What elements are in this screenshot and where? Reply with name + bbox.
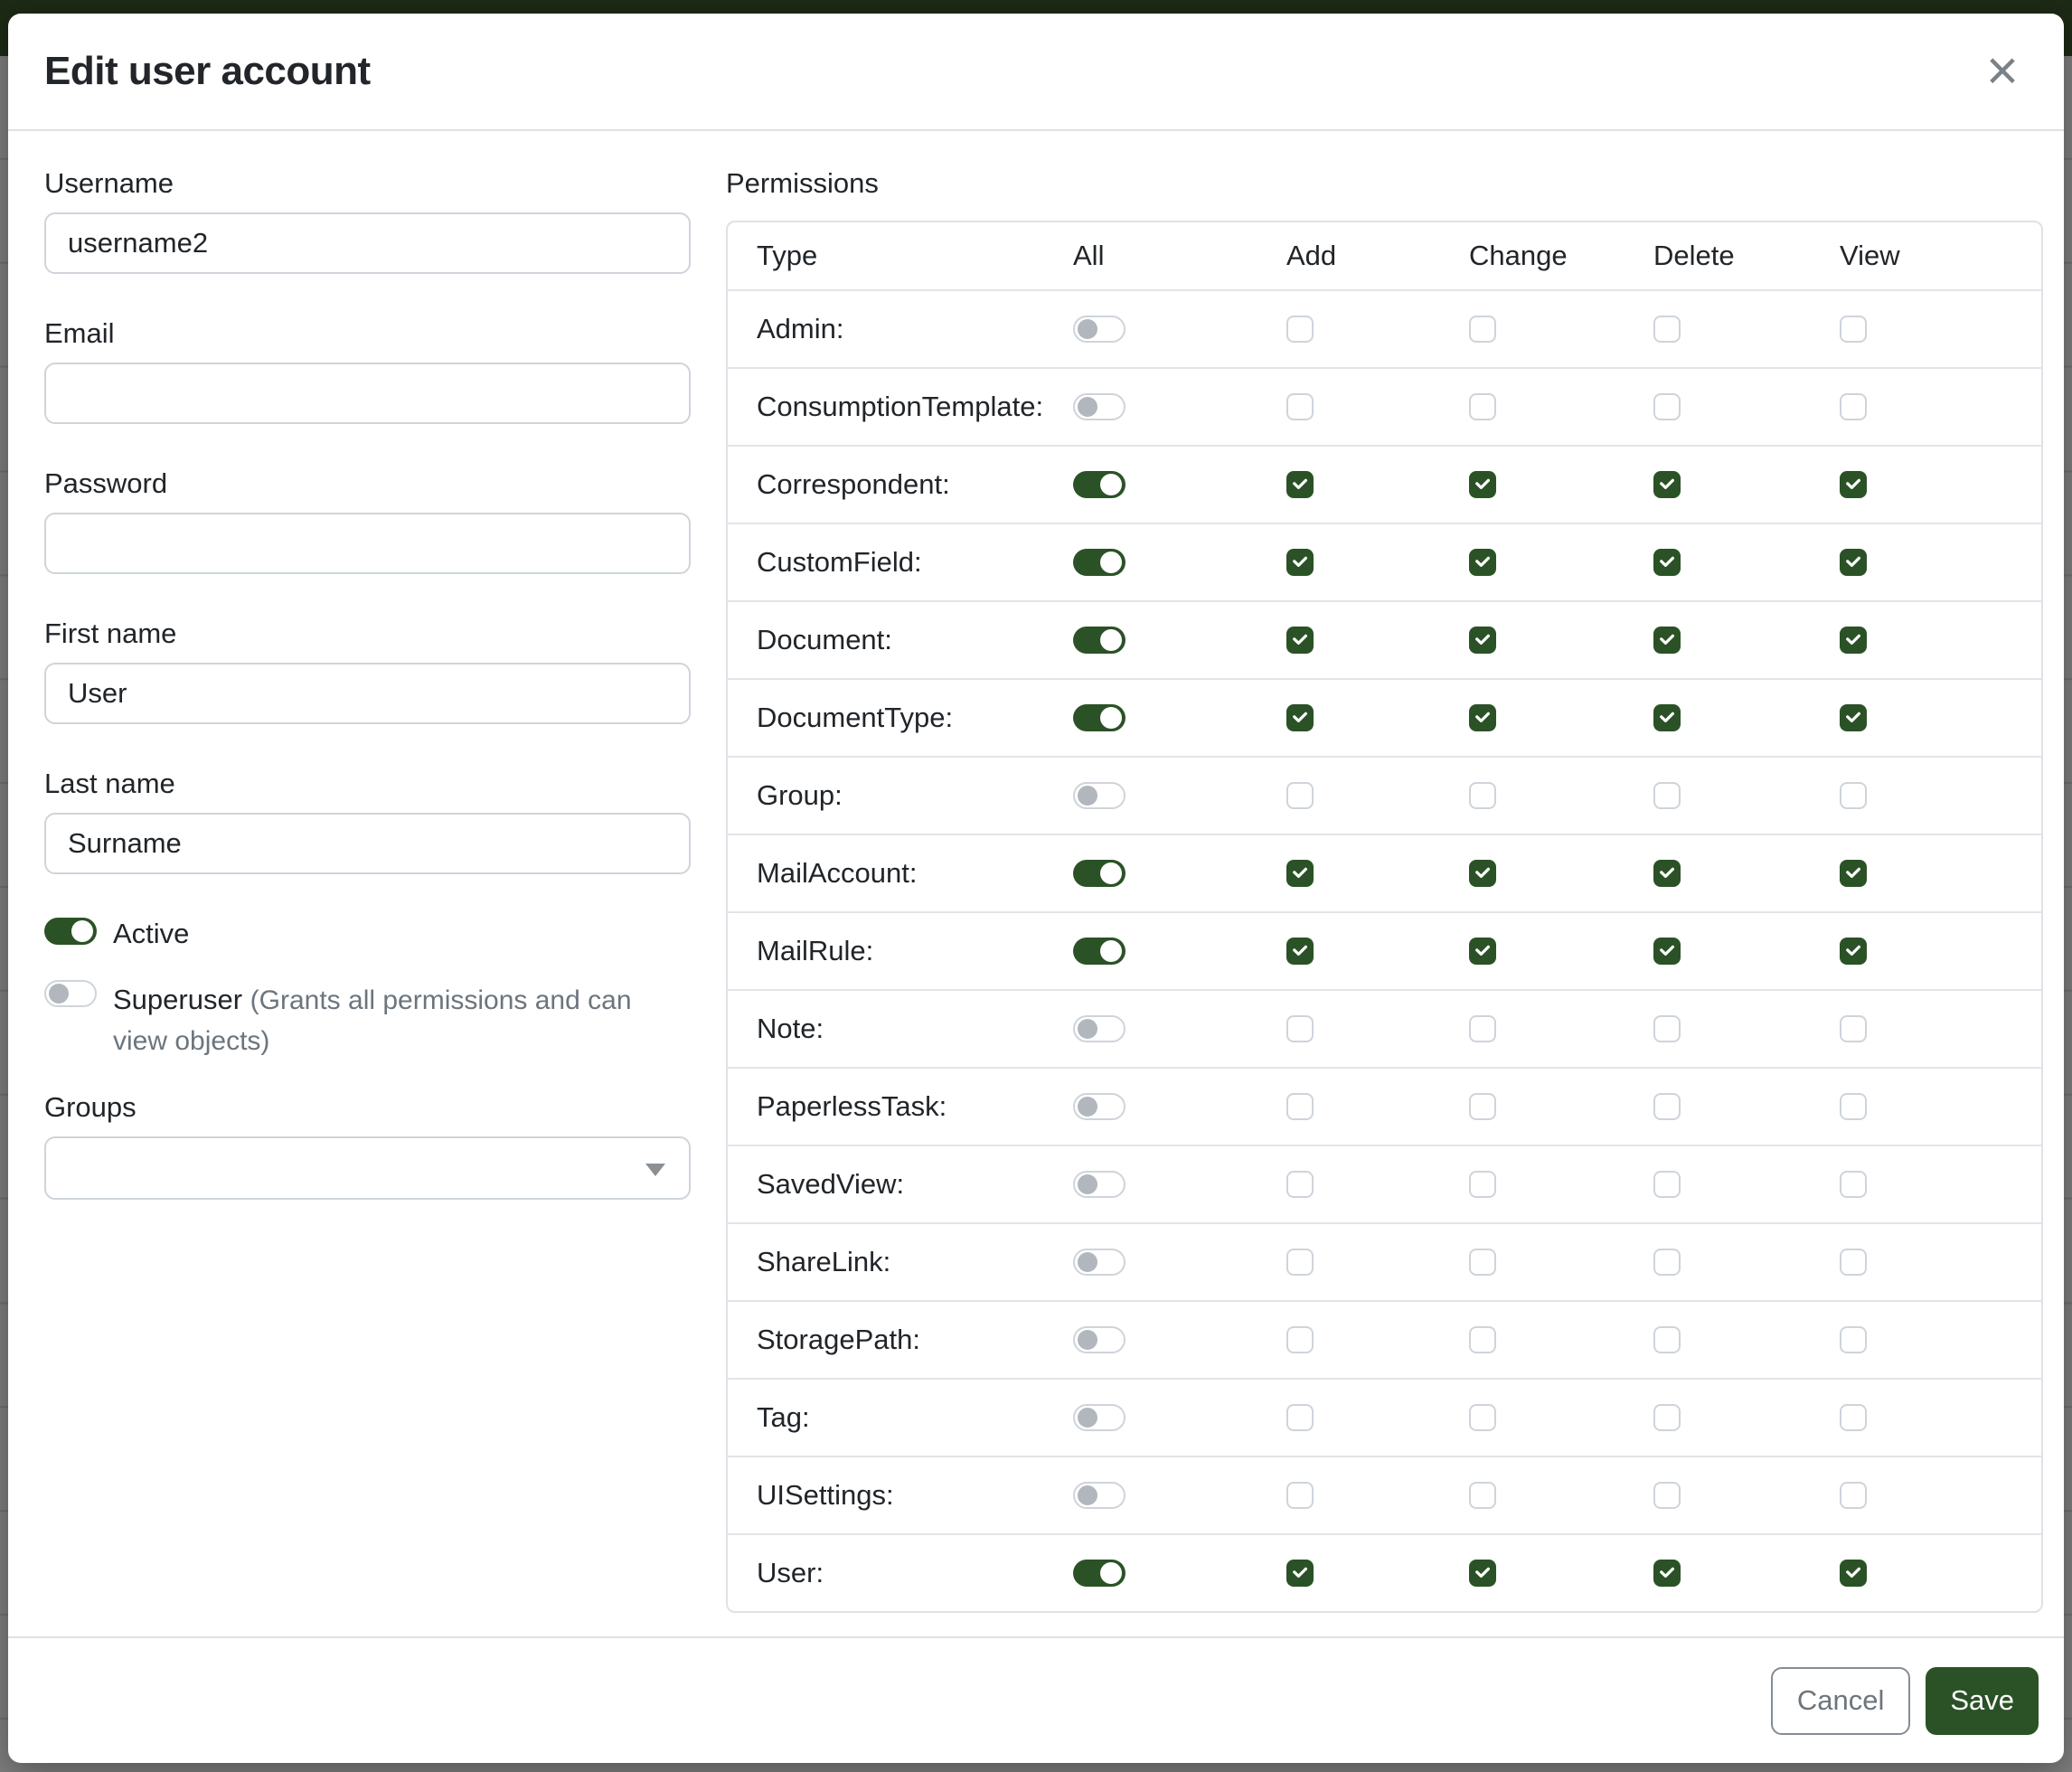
- permissions-label: Permissions: [726, 167, 879, 199]
- perm-change-cell: [1442, 316, 1626, 343]
- perm-column-header: Delete: [1653, 240, 1735, 271]
- password-label: Password: [44, 467, 168, 499]
- check-icon: [1658, 864, 1676, 882]
- perm-add-cell: [1259, 316, 1442, 343]
- perm-change-checkbox[interactable]: [1469, 1326, 1496, 1353]
- perm-change-checkbox[interactable]: [1469, 704, 1496, 731]
- perm-all-cell: [1046, 549, 1259, 576]
- perm-change-checkbox[interactable]: [1469, 782, 1496, 809]
- perm-type-label: MailRule:: [757, 935, 874, 966]
- perm-change-cell: [1442, 1249, 1626, 1276]
- check-icon: [1291, 476, 1309, 494]
- perm-delete-checkbox[interactable]: [1653, 1015, 1681, 1042]
- perm-delete-checkbox[interactable]: [1653, 1093, 1681, 1120]
- permission-row: [728, 445, 2041, 523]
- perm-change-cell: [1442, 782, 1626, 809]
- perm-view-checkbox[interactable]: [1840, 1404, 1867, 1431]
- superuser-hint: (Grants all permissions and can view objects): [113, 985, 632, 1056]
- perm-change-cell: [1442, 938, 1626, 965]
- perm-type-label: CustomField:: [757, 546, 922, 578]
- perm-view-cell: [1813, 1171, 2041, 1198]
- permission-row: [728, 1533, 2041, 1611]
- password-field-group: [44, 467, 691, 574]
- perm-change-checkbox[interactable]: [1469, 1171, 1496, 1198]
- check-icon: [1474, 1564, 1492, 1582]
- perm-type-label: UISettings:: [757, 1479, 894, 1511]
- permission-row: [728, 600, 2041, 678]
- superuser-label: Superuser: [113, 984, 243, 1015]
- perm-view-checkbox[interactable]: [1840, 1015, 1867, 1042]
- perm-view-checkbox[interactable]: [1840, 471, 1867, 498]
- perm-change-cell: [1442, 393, 1626, 420]
- check-icon: [1844, 476, 1862, 494]
- perm-add-checkbox[interactable]: [1286, 627, 1314, 654]
- perm-view-cell: [1813, 1404, 2041, 1431]
- perm-delete-checkbox[interactable]: [1653, 938, 1681, 965]
- perm-add-cell: [1259, 1015, 1442, 1042]
- perm-view-checkbox[interactable]: [1840, 1482, 1867, 1509]
- perm-add-checkbox[interactable]: [1286, 393, 1314, 420]
- perm-change-checkbox[interactable]: [1469, 1404, 1496, 1431]
- perm-view-checkbox[interactable]: [1840, 1560, 1867, 1587]
- perm-delete-checkbox[interactable]: [1653, 704, 1681, 731]
- permission-row: [728, 1456, 2041, 1533]
- perm-add-checkbox[interactable]: [1286, 704, 1314, 731]
- check-icon: [1291, 709, 1309, 727]
- save-button[interactable]: Save: [1926, 1667, 2039, 1735]
- perm-change-cell: [1442, 1482, 1626, 1509]
- permission-row: [728, 911, 2041, 989]
- last-name-label: Last name: [44, 768, 175, 799]
- username-label: Username: [44, 167, 174, 199]
- perm-view-cell: [1813, 1560, 2041, 1587]
- check-icon: [1291, 942, 1309, 960]
- perm-view-cell: [1813, 1326, 2041, 1353]
- perm-change-checkbox[interactable]: [1469, 316, 1496, 343]
- modal-header: [8, 14, 2064, 131]
- perm-all-cell: [1046, 1326, 1259, 1353]
- perm-all-toggle[interactable]: [1073, 393, 1125, 420]
- perm-add-cell: [1259, 1326, 1442, 1353]
- perm-add-cell: [1259, 627, 1442, 654]
- perm-column-header: Add: [1286, 240, 1337, 271]
- perm-type-label: User:: [757, 1557, 824, 1588]
- perm-delete-checkbox[interactable]: [1653, 549, 1681, 576]
- check-icon: [1474, 942, 1492, 960]
- email-field-group: [44, 317, 691, 424]
- perm-delete-cell: [1626, 471, 1813, 498]
- perm-view-checkbox[interactable]: [1840, 627, 1867, 654]
- perm-type-label: PaperlessTask:: [757, 1090, 947, 1122]
- perm-change-checkbox[interactable]: [1469, 1249, 1496, 1276]
- permission-row: [728, 989, 2041, 1067]
- perm-add-cell: [1259, 1482, 1442, 1509]
- perm-delete-cell: [1626, 1249, 1813, 1276]
- edit-user-modal: [8, 14, 2064, 1763]
- perm-view-cell: [1813, 1249, 2041, 1276]
- check-icon: [1474, 476, 1492, 494]
- perm-add-cell: [1259, 471, 1442, 498]
- email-label: Email: [44, 317, 115, 349]
- first-name-field-group: [44, 617, 691, 724]
- perm-type-label: ShareLink:: [757, 1246, 891, 1277]
- perm-view-cell: [1813, 393, 2041, 420]
- check-icon: [1658, 476, 1676, 494]
- perm-change-cell: [1442, 1171, 1626, 1198]
- perm-add-checkbox[interactable]: [1286, 938, 1314, 965]
- perm-change-checkbox[interactable]: [1469, 549, 1496, 576]
- perm-add-cell: [1259, 1404, 1442, 1431]
- perm-delete-cell: [1626, 1326, 1813, 1353]
- permission-row: [728, 834, 2041, 911]
- perm-all-cell: [1046, 627, 1259, 654]
- perm-all-cell: [1046, 1015, 1259, 1042]
- perm-all-cell: [1046, 1482, 1259, 1509]
- perm-all-toggle[interactable]: [1073, 627, 1125, 654]
- perm-view-checkbox[interactable]: [1840, 938, 1867, 965]
- perm-all-toggle[interactable]: [1073, 1249, 1125, 1276]
- permission-row: [728, 1222, 2041, 1300]
- perm-delete-checkbox[interactable]: [1653, 393, 1681, 420]
- perm-delete-checkbox[interactable]: [1653, 316, 1681, 343]
- perm-view-cell: [1813, 1015, 2041, 1042]
- perm-view-checkbox[interactable]: [1840, 393, 1867, 420]
- perm-delete-cell: [1626, 704, 1813, 731]
- perm-add-checkbox[interactable]: [1286, 782, 1314, 809]
- perm-add-cell: [1259, 1093, 1442, 1120]
- perm-all-cell: [1046, 704, 1259, 731]
- perm-delete-checkbox[interactable]: [1653, 627, 1681, 654]
- perm-view-checkbox[interactable]: [1840, 782, 1867, 809]
- permission-row: [728, 1300, 2041, 1378]
- superuser-toggle[interactable]: [44, 980, 97, 1007]
- perm-column-header: All: [1073, 240, 1105, 271]
- perm-add-checkbox[interactable]: [1286, 1404, 1314, 1431]
- perm-add-checkbox[interactable]: [1286, 316, 1314, 343]
- perm-all-toggle[interactable]: [1073, 1093, 1125, 1120]
- perm-add-cell: [1259, 1171, 1442, 1198]
- perm-all-cell: [1046, 1171, 1259, 1198]
- perm-view-checkbox[interactable]: [1840, 316, 1867, 343]
- perm-change-cell: [1442, 1326, 1626, 1353]
- perm-view-cell: [1813, 316, 2041, 343]
- perm-all-cell: [1046, 782, 1259, 809]
- perm-add-checkbox[interactable]: [1286, 1482, 1314, 1509]
- perm-add-checkbox[interactable]: [1286, 1015, 1314, 1042]
- perm-all-toggle[interactable]: [1073, 549, 1125, 576]
- perm-view-checkbox[interactable]: [1840, 704, 1867, 731]
- perm-view-checkbox[interactable]: [1840, 860, 1867, 887]
- perm-add-cell: [1259, 549, 1442, 576]
- perm-type-label: MailAccount:: [757, 857, 918, 889]
- check-icon: [1844, 553, 1862, 571]
- perm-all-toggle[interactable]: [1073, 1482, 1125, 1509]
- permission-row: [728, 1067, 2041, 1145]
- perm-add-cell: [1259, 1249, 1442, 1276]
- check-icon: [1474, 631, 1492, 649]
- active-label: Active: [113, 918, 190, 949]
- perm-view-cell: [1813, 1093, 2041, 1120]
- perm-all-toggle[interactable]: [1073, 471, 1125, 498]
- perm-all-cell: [1046, 860, 1259, 887]
- superuser-toggle-row: [44, 980, 691, 1061]
- perm-change-checkbox[interactable]: [1469, 471, 1496, 498]
- perm-all-cell: [1046, 316, 1259, 343]
- active-toggle[interactable]: [44, 918, 97, 945]
- perm-delete-checkbox[interactable]: [1653, 1171, 1681, 1198]
- email-input[interactable]: [44, 363, 691, 424]
- last-name-input[interactable]: [44, 813, 691, 874]
- permission-row: [728, 289, 2041, 367]
- groups-field-group: [44, 1091, 691, 1200]
- cancel-button[interactable]: Cancel: [1771, 1667, 1911, 1735]
- perm-view-checkbox[interactable]: [1840, 1171, 1867, 1198]
- check-icon: [1291, 864, 1309, 882]
- perm-change-cell: [1442, 1093, 1626, 1120]
- perm-delete-cell: [1626, 938, 1813, 965]
- perm-all-toggle[interactable]: [1073, 1560, 1125, 1587]
- password-input[interactable]: [44, 513, 691, 574]
- perm-change-checkbox[interactable]: [1469, 860, 1496, 887]
- perm-change-checkbox[interactable]: [1469, 1482, 1496, 1509]
- perm-view-cell: [1813, 860, 2041, 887]
- perm-delete-checkbox[interactable]: [1653, 1249, 1681, 1276]
- perm-delete-cell: [1626, 1482, 1813, 1509]
- check-icon: [1291, 553, 1309, 571]
- check-icon: [1844, 1564, 1862, 1582]
- user-form: [44, 167, 691, 1636]
- perm-change-cell: [1442, 860, 1626, 887]
- permission-row: [728, 756, 2041, 834]
- perm-all-toggle[interactable]: [1073, 704, 1125, 731]
- permission-row: [728, 523, 2041, 600]
- permission-row: [728, 1378, 2041, 1456]
- perm-all-toggle[interactable]: [1073, 1404, 1125, 1431]
- perm-delete-cell: [1626, 1093, 1813, 1120]
- check-icon: [1844, 631, 1862, 649]
- perm-change-checkbox[interactable]: [1469, 938, 1496, 965]
- chevron-down-icon: [645, 1164, 665, 1176]
- perm-type-label: Group:: [757, 779, 843, 811]
- perm-view-cell: [1813, 704, 2041, 731]
- perm-change-checkbox[interactable]: [1469, 393, 1496, 420]
- close-icon: ×: [1985, 40, 2020, 102]
- perm-view-cell: [1813, 782, 2041, 809]
- perm-delete-cell: [1626, 860, 1813, 887]
- perm-column-header: Change: [1469, 240, 1568, 271]
- perm-add-checkbox[interactable]: [1286, 549, 1314, 576]
- perm-all-cell: [1046, 471, 1259, 498]
- perm-add-cell: [1259, 704, 1442, 731]
- check-icon: [1844, 864, 1862, 882]
- perm-all-cell: [1046, 1249, 1259, 1276]
- modal-footer: [8, 1636, 2064, 1763]
- check-icon: [1474, 553, 1492, 571]
- perm-add-cell: [1259, 1560, 1442, 1587]
- perm-delete-checkbox[interactable]: [1653, 860, 1681, 887]
- permission-row: [728, 678, 2041, 756]
- check-icon: [1844, 942, 1862, 960]
- check-icon: [1474, 709, 1492, 727]
- perm-view-checkbox[interactable]: [1840, 1093, 1867, 1120]
- perm-type-label: ConsumptionTemplate:: [757, 391, 1044, 422]
- perm-view-cell: [1813, 471, 2041, 498]
- perm-view-checkbox[interactable]: [1840, 1326, 1867, 1353]
- perm-change-cell: [1442, 1560, 1626, 1587]
- check-icon: [1291, 631, 1309, 649]
- perm-delete-checkbox[interactable]: [1653, 1326, 1681, 1353]
- perm-all-cell: [1046, 938, 1259, 965]
- permission-row: [728, 1145, 2041, 1222]
- perm-add-cell: [1259, 860, 1442, 887]
- perm-all-cell: [1046, 393, 1259, 420]
- perm-all-toggle[interactable]: [1073, 1171, 1125, 1198]
- perm-change-cell: [1442, 549, 1626, 576]
- perm-change-cell: [1442, 704, 1626, 731]
- perm-change-checkbox[interactable]: [1469, 627, 1496, 654]
- perm-all-toggle[interactable]: [1073, 1326, 1125, 1353]
- perm-view-cell: [1813, 627, 2041, 654]
- perm-delete-cell: [1626, 1171, 1813, 1198]
- groups-select[interactable]: [44, 1136, 691, 1200]
- perm-all-cell: [1046, 1404, 1259, 1431]
- permission-row: [728, 367, 2041, 445]
- last-name-field-group: [44, 768, 691, 874]
- perm-delete-cell: [1626, 627, 1813, 654]
- perm-change-checkbox[interactable]: [1469, 1015, 1496, 1042]
- perm-delete-cell: [1626, 549, 1813, 576]
- perm-type-label: Note:: [757, 1013, 824, 1044]
- perm-delete-checkbox[interactable]: [1653, 1404, 1681, 1431]
- username-input[interactable]: [44, 212, 691, 274]
- perm-all-toggle[interactable]: [1073, 316, 1125, 343]
- perm-view-cell: [1813, 1482, 2041, 1509]
- perm-view-cell: [1813, 549, 2041, 576]
- perm-delete-checkbox[interactable]: [1653, 471, 1681, 498]
- perm-type-label: Correspondent:: [757, 468, 950, 500]
- perm-delete-cell: [1626, 393, 1813, 420]
- perm-type-label: Document:: [757, 624, 892, 655]
- perm-add-cell: [1259, 938, 1442, 965]
- perm-add-checkbox[interactable]: [1286, 860, 1314, 887]
- perm-all-toggle[interactable]: [1073, 860, 1125, 887]
- username-field-group: [44, 167, 691, 274]
- perm-change-checkbox[interactable]: [1469, 1093, 1496, 1120]
- perm-add-checkbox[interactable]: [1286, 471, 1314, 498]
- check-icon: [1658, 942, 1676, 960]
- perm-add-checkbox[interactable]: [1286, 1249, 1314, 1276]
- perm-all-cell: [1046, 1560, 1259, 1587]
- check-icon: [1474, 864, 1492, 882]
- perm-view-checkbox[interactable]: [1840, 1249, 1867, 1276]
- perm-add-cell: [1259, 393, 1442, 420]
- perm-add-checkbox[interactable]: [1286, 1171, 1314, 1198]
- check-icon: [1291, 1564, 1309, 1582]
- perm-delete-checkbox[interactable]: [1653, 782, 1681, 809]
- check-icon: [1658, 709, 1676, 727]
- perm-delete-cell: [1626, 316, 1813, 343]
- perm-add-checkbox[interactable]: [1286, 1326, 1314, 1353]
- perm-type-label: SavedView:: [757, 1168, 905, 1200]
- check-icon: [1658, 631, 1676, 649]
- perm-delete-checkbox[interactable]: [1653, 1482, 1681, 1509]
- permissions-header-row: [728, 222, 2041, 289]
- perm-type-label: Tag:: [757, 1401, 810, 1433]
- perm-column-header: View: [1840, 240, 1900, 271]
- permissions-table: [726, 221, 2043, 1613]
- perm-change-cell: [1442, 627, 1626, 654]
- modal-title: Edit user account: [44, 49, 371, 93]
- perm-change-cell: [1442, 471, 1626, 498]
- first-name-label: First name: [44, 617, 177, 649]
- perm-change-cell: [1442, 1015, 1626, 1042]
- perm-delete-cell: [1626, 782, 1813, 809]
- perm-add-checkbox[interactable]: [1286, 1093, 1314, 1120]
- perm-type-label: DocumentType:: [757, 702, 954, 733]
- perm-type-label: StoragePath:: [757, 1324, 920, 1355]
- perm-view-checkbox[interactable]: [1840, 549, 1867, 576]
- permissions-section: [726, 167, 2043, 1636]
- check-icon: [1658, 553, 1676, 571]
- check-icon: [1658, 1564, 1676, 1582]
- perm-add-cell: [1259, 782, 1442, 809]
- perm-change-checkbox[interactable]: [1469, 1560, 1496, 1587]
- perm-delete-cell: [1626, 1404, 1813, 1431]
- perm-delete-cell: [1626, 1015, 1813, 1042]
- perm-all-toggle[interactable]: [1073, 938, 1125, 965]
- perm-column-header: Type: [757, 240, 818, 271]
- perm-type-label: Admin:: [757, 313, 844, 344]
- perm-add-checkbox[interactable]: [1286, 1560, 1314, 1587]
- perm-all-cell: [1046, 1093, 1259, 1120]
- perm-delete-checkbox[interactable]: [1653, 1560, 1681, 1587]
- groups-label: Groups: [44, 1091, 137, 1123]
- modal-body: [8, 131, 2064, 1636]
- perm-change-cell: [1442, 1404, 1626, 1431]
- perm-all-toggle[interactable]: [1073, 782, 1125, 809]
- first-name-input[interactable]: [44, 663, 691, 724]
- close-button[interactable]: [1973, 42, 2031, 100]
- perm-view-cell: [1813, 938, 2041, 965]
- check-icon: [1844, 709, 1862, 727]
- active-toggle-row: [44, 918, 691, 950]
- perm-delete-cell: [1626, 1560, 1813, 1587]
- superuser-text: [113, 980, 655, 1061]
- perm-all-toggle[interactable]: [1073, 1015, 1125, 1042]
